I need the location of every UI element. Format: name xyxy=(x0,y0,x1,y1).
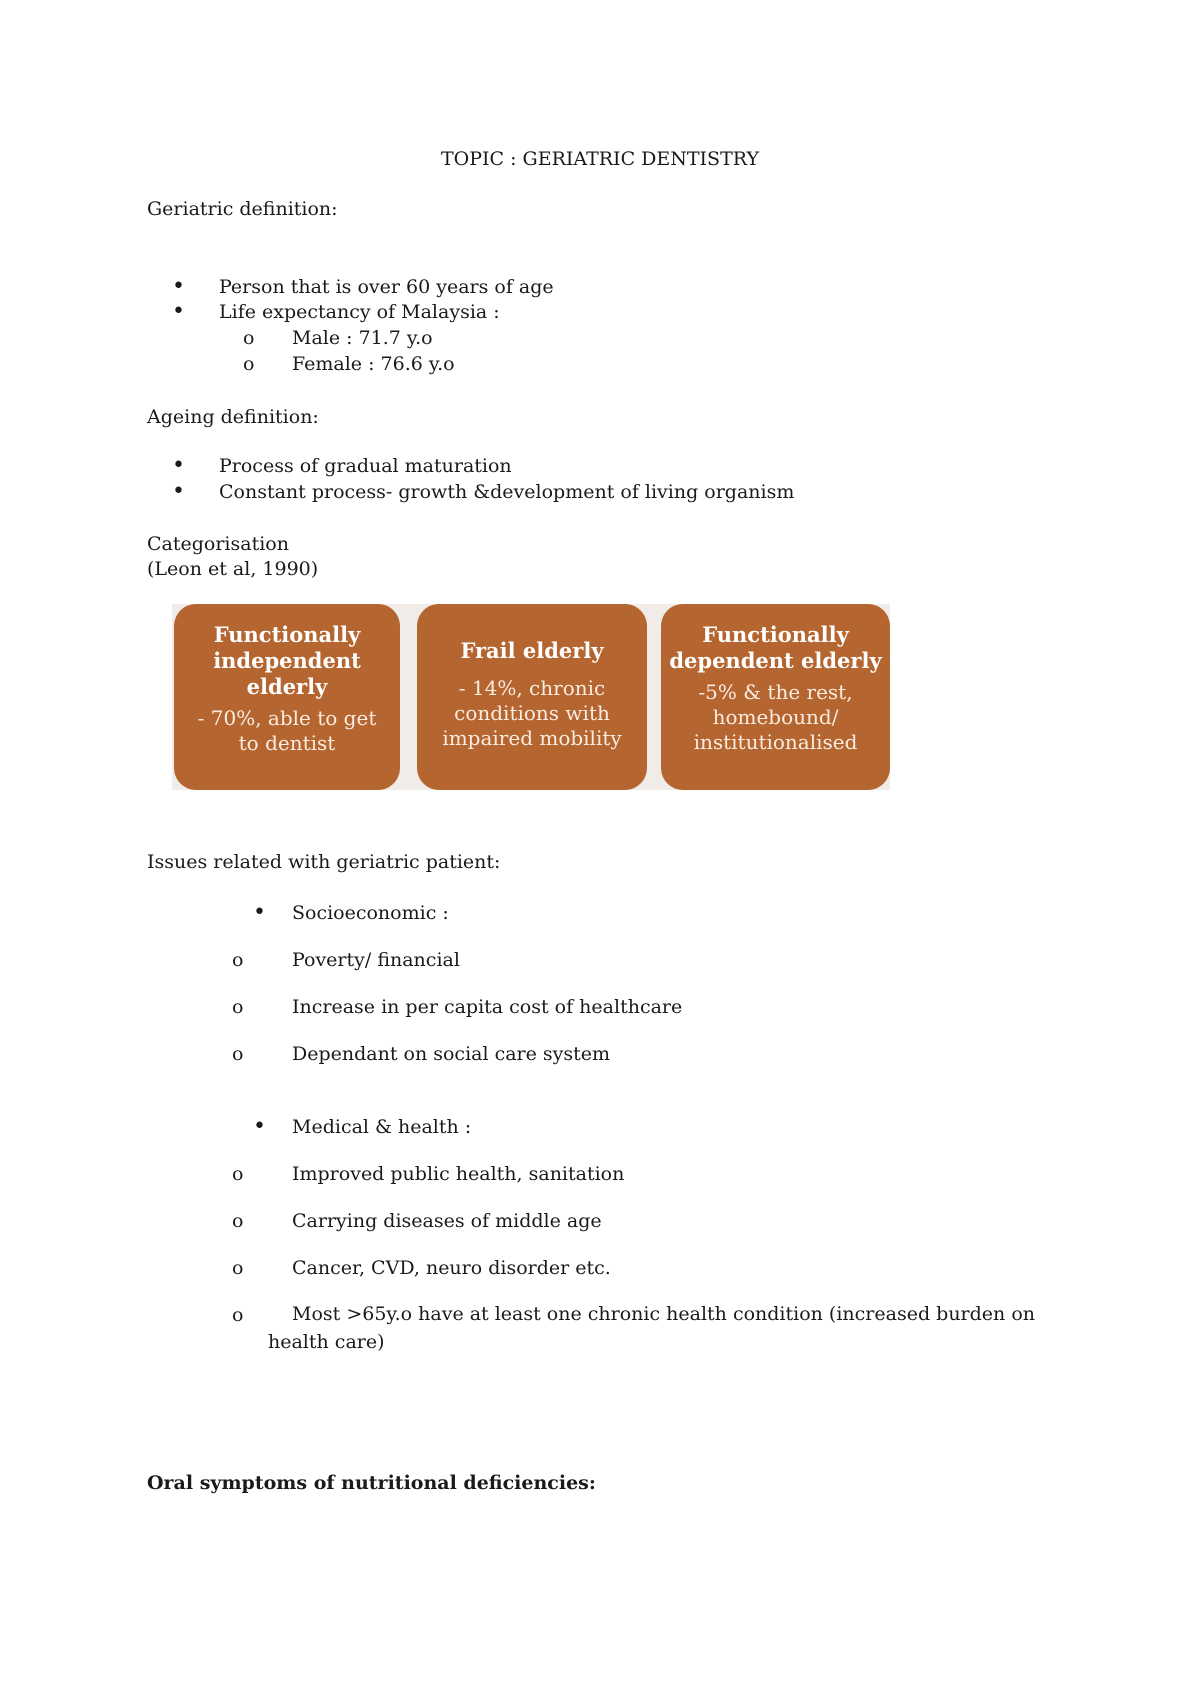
category-box-frail xyxy=(417,604,647,790)
geriatric-subitem: Male : 71.7 y.o xyxy=(292,327,433,349)
issue-item: Most >65y.o have at least one chronic health condition (increased burden on health care) xyxy=(268,1303,1035,1353)
hollow-bullet-icon: o xyxy=(232,1210,244,1232)
ageing-item: Process of gradual maturation xyxy=(219,455,512,477)
ageing-definition-heading: Ageing definition: xyxy=(147,406,319,428)
geriatric-item: Life expectancy of Malaysia : xyxy=(219,301,500,323)
category-box-dependent xyxy=(661,604,890,790)
bullet-dot-icon: • xyxy=(253,900,266,925)
issue-item: Increase in per capita cost of healthcare xyxy=(292,996,683,1018)
hollow-bullet-icon: o xyxy=(232,1304,244,1326)
category-description: - 70%, able to get to dentist xyxy=(197,706,377,755)
hollow-bullet-icon: o xyxy=(232,949,244,971)
issue-item: Poverty/ financial xyxy=(292,949,460,971)
geriatric-subitem: Female : 76.6 y.o xyxy=(292,353,455,375)
categorisation-heading: Categorisation xyxy=(147,533,289,555)
page-title: TOPIC : GERIATRIC DENTISTRY xyxy=(440,148,760,170)
bullet-dot-icon: • xyxy=(172,453,185,478)
bullet-dot-icon: • xyxy=(253,1114,266,1139)
issue-group-label: Medical & health : xyxy=(292,1116,472,1138)
hollow-bullet-icon: o xyxy=(232,1257,244,1279)
issue-item: Dependant on social care system xyxy=(292,1043,611,1065)
issues-heading: Issues related with geriatric patient: xyxy=(147,851,501,873)
category-description: -5% & the rest, homebound/ institutionalised xyxy=(693,680,858,754)
category-title: Functionally independent elderly xyxy=(213,622,361,699)
issue-item: Improved public health, sanitation xyxy=(292,1163,625,1185)
oral-symptoms-heading: Oral symptoms of nutritional deficiencies: xyxy=(147,1472,596,1494)
bullet-dot-icon: • xyxy=(172,479,185,504)
bullet-dot-icon: • xyxy=(172,274,185,299)
hollow-bullet-icon: o xyxy=(243,353,255,375)
geriatric-definition-heading: Geriatric definition: xyxy=(147,198,338,220)
category-title: Functionally dependent elderly xyxy=(669,622,882,673)
issue-item: Carrying diseases of middle age xyxy=(292,1210,602,1232)
hollow-bullet-icon: o xyxy=(232,1163,244,1185)
category-description: - 14%, chronic conditions with impaired mobility xyxy=(442,676,622,750)
categorisation-citation: (Leon et al, 1990) xyxy=(147,558,319,580)
bullet-dot-icon: • xyxy=(172,299,185,324)
hollow-bullet-icon: o xyxy=(243,327,255,349)
hollow-bullet-icon: o xyxy=(232,996,244,1018)
geriatric-item: Person that is over 60 years of age xyxy=(219,276,554,298)
issue-group-label: Socioeconomic : xyxy=(292,902,449,924)
ageing-item: Constant process- growth &development of living organism xyxy=(219,481,795,503)
category-title: Frail elderly xyxy=(460,638,604,663)
category-box-independent xyxy=(174,604,400,790)
hollow-bullet-icon: o xyxy=(232,1043,244,1065)
issue-item: Cancer, CVD, neuro disorder etc. xyxy=(292,1257,611,1279)
